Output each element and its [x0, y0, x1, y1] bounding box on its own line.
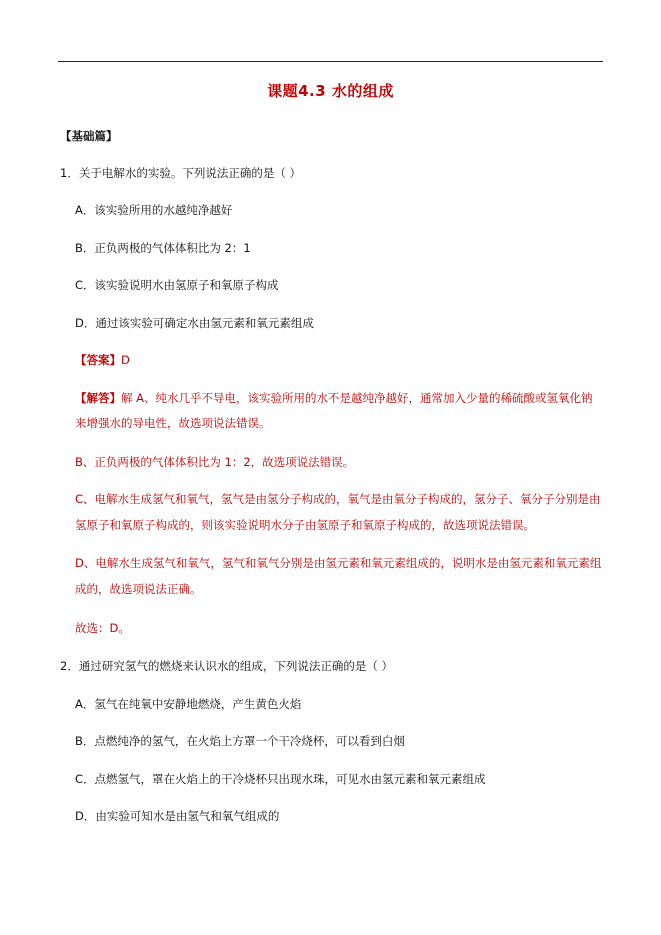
- explanation-line-3: B、正负两极的气体体积比为 1：2，故选项说法错误。: [75, 455, 355, 469]
- section-heading: 【基础篇】: [60, 129, 118, 143]
- question-2-option-d: D．由实验可知水是由氢气和氧气组成的: [75, 809, 280, 823]
- question-2-stem: 2．通过研究氢气的燃烧来认识水的组成，下列说法正确的是（ ）: [60, 659, 393, 673]
- answer-label: 【答案】: [75, 353, 121, 367]
- explanation-line-5: 氢原子和氧原子构成的，则该实验说明水分子由氢原子和氧原子构成的，故选项说法错误。: [75, 518, 535, 532]
- question-1-option-c: C．该实验说明水由氢原子和氧原子构成: [75, 278, 279, 292]
- question-2-option-a: A．氢气在纯氧中安静地燃烧，产生黄色火焰: [75, 697, 302, 711]
- question-1-answer: [75, 352, 130, 368]
- question-1-option-a: A．该实验所用的水越纯净越好: [75, 203, 233, 217]
- explanation-label: 【解答】: [75, 391, 121, 405]
- explanation-line-7: 成的，故选项说法正确。: [75, 582, 202, 596]
- explanation-line-2: 来增强水的导电性，故选项说法错误。: [75, 416, 271, 430]
- question-2-option-b: B．点燃纯净的氢气，在火焰上方罩一个干冷烧杯，可以看到白烟: [75, 734, 405, 748]
- answer-value: D: [121, 353, 130, 367]
- page-title: 课题4.3 水的组成: [267, 82, 394, 100]
- question-1-option-b: B．正负两极的气体体积比为 2：1: [75, 241, 251, 255]
- question-1-choose: 故选：D。: [75, 621, 130, 635]
- explanation-line-1: [75, 390, 593, 406]
- question-1-option-d: D．通过该实验可确定水由氢元素和氧元素组成: [75, 316, 314, 330]
- question-2-option-c: C．点燃氢气，罩在火焰上的干冷烧杯只出现水珠，可见水由氢元素和氧元素组成: [75, 772, 486, 786]
- explanation-line-4: C、电解水生成氢气和氧气，氢气是由氢分子构成的，氧气是由氧分子构成的，氢分子、氧分子分别是由: [75, 492, 601, 506]
- header-rule: [58, 61, 603, 62]
- explanation-line-6: D、电解水生成氢气和氧气，氢气和氧气分别是由氢元素和氧元素组成的，说明水是由氢元素和氧元素组: [75, 556, 602, 570]
- question-1-stem: 1．关于电解水的实验。下列说法正确的是（ ）: [60, 166, 301, 180]
- explanation-text: 解 A、纯水几乎不导电，该实验所用的水不是越纯净越好，通常加入少量的稀硫酸或氢氧化钠: [121, 391, 593, 405]
